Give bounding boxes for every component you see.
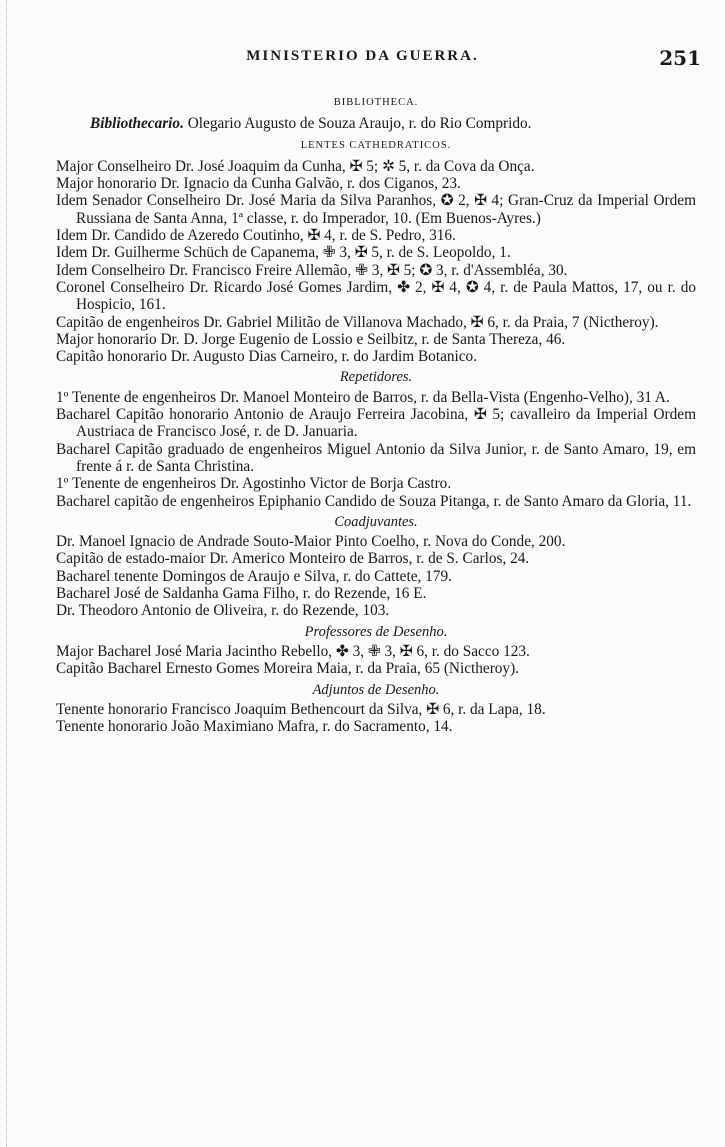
repetidores-list <box>56 389 696 510</box>
bibliotecario-text: Olegario Augusto de Souza Araujo, r. do Rio Comprido. <box>187 115 532 133</box>
section-title-biblioteca: BIBLIOTHECA. <box>333 97 419 108</box>
list-item: Bacharel tenente Domingos de Araujo e Silva, r. do Cattete, 179. <box>56 567 452 585</box>
list-item: Capitão Bacharel Ernesto Gomes Moreira Maia, r. da Praia, 65 (Nictheroy). <box>56 660 519 678</box>
list-item: Capitão de estado-maior Dr. Americo Monteiro de Barros, r. de S. Carlos, 24. <box>56 550 530 568</box>
section-title-coadjuvantes: Coadjuvantes. <box>334 513 418 530</box>
list-item: Bacharel Capitão honorario Antonio de Araujo Ferreira Jacobina, ✠ 5; cavalleiro da Imperial Ordem Austriaca de Francisco José, r. de D. Januaria. <box>56 406 696 441</box>
section-title-adjuntos: Adjuntos de Desenho. <box>312 681 440 698</box>
list-item: Major honorario Dr. Ignacio da Cunha Galvão, r. dos Ciganos, 23. <box>56 175 461 193</box>
list-item: Idem Dr. Candido de Azeredo Coutinho, ✠ 4, r. de S. Pedro, 316. <box>56 227 456 245</box>
list-item: Dr. Manoel Ignacio de Andrade Souto-Maior Pinto Coelho, r. Nova do Conde, 200. <box>56 533 566 551</box>
list-item: Bacharel José de Saldanha Gama Filho, r. do Rezende, 16 E. <box>56 585 427 603</box>
list-item: Idem Senador Conselheiro Dr. José Maria da Silva Paranhos, ✪ 2, ✠ 4; Gran-Cruz da Imperial Ordem Russiana de Santa Anna, 1ª classe, r. do Imperador, 10. (Em Buenos-Ayres.) <box>56 192 696 227</box>
list-item: Capitão honorario Dr. Augusto Dias Carneiro, r. do Jardim Botanico. <box>56 348 478 366</box>
coadjuvantes-list <box>56 533 696 619</box>
list-item: 1º Tenente de engenheiros Dr. Agostinho Victor de Borja Castro. <box>56 475 452 493</box>
list-item: Coronel Conselheiro Dr. Ricardo José Gomes Jardim, ✤ 2, ✠ 4, ✪ 4, r. de Paula Mattos, 17, ou r. do Hospicio, 161. <box>56 278 696 314</box>
adjuntos-list <box>56 701 696 736</box>
list-item: Tenente honorario João Maximiano Mafra, r. do Sacramento, 14. <box>56 718 453 736</box>
running-title: MINISTERIO DA GUERRA. <box>246 48 479 64</box>
list-item: 1º Tenente de engenheiros Dr. Manoel Monteiro de Barros, r. da Bella-Vista (Engenho-Velho), 31 A. <box>56 388 670 406</box>
list-item: Dr. Theodoro Antonio de Oliveira, r. do Rezende, 103. <box>56 602 390 620</box>
section-title-repetidores: Repetidores. <box>339 369 413 386</box>
list-item: Bacharel capitão de engenheiros Epiphanio Candido de Souza Pitanga, r. de Santo Amaro da Gloria, 11. <box>56 492 692 510</box>
list-item: Capitão de engenheiros Dr. Gabriel Militão de Villanova Machado, ✠ 6, r. da Praia, 7 (Nictheroy). <box>56 313 659 331</box>
section-title-lentes: LENTES CATHEDRATICOS. <box>300 139 452 151</box>
margin-dots <box>6 0 9 1147</box>
bibliotecario-label: Bibliothecario. <box>90 115 184 133</box>
list-item: Bacharel Capitão graduado de engenheiros Miguel Antonio da Silva Junior, r. de Santo Amaro, 19, em frente á r. de Santa Christina. <box>56 440 696 475</box>
professores-list <box>56 643 696 678</box>
list-item: Major Bacharel José Maria Jacintho Rebello, ✤ 3, ✙ 3, ✠ 6, r. do Sacco 123. <box>56 642 530 660</box>
list-item: Major honorario Dr. D. Jorge Eugenio de Lossio e Seilbitz, r. de Santa Thereza, 46. <box>56 330 566 348</box>
list-item: Idem Conselheiro Dr. Francisco Freire Allemão, ✙ 3, ✠ 5; ✪ 3, r. d'Assembléa, 30. <box>56 261 568 279</box>
bibliotecario-entry <box>56 115 696 132</box>
page-body <box>56 90 696 735</box>
section-title-professores: Professores de Desenho. <box>304 623 448 640</box>
lentes-list <box>56 158 696 366</box>
list-item: Tenente honorario Francisco Joaquim Bethencourt da Silva, ✠ 6, r. da Lapa, 18. <box>56 700 546 718</box>
list-item: Idem Dr. Guilherme Schüch de Capanema, ✙ 3, ✠ 5, r. de S. Leopoldo, 1. <box>56 244 511 262</box>
page-number: 251 <box>659 46 701 70</box>
list-item: Major Conselheiro Dr. José Joaquim da Cunha, ✠ 5; ✲ 5, r. da Cova da Onça. <box>56 157 535 175</box>
page-header <box>0 48 725 72</box>
